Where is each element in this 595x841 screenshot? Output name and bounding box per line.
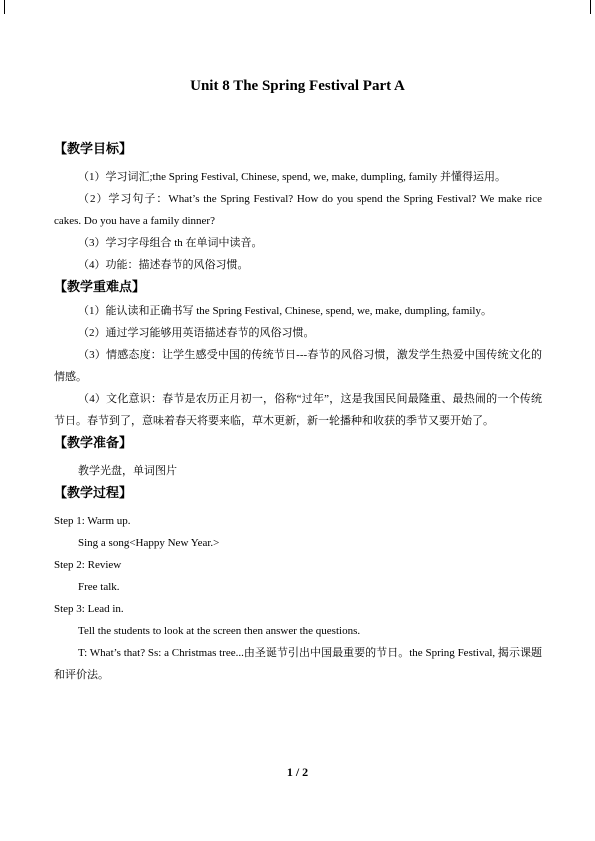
step-body: Tell the students to look at the screen then answer the questions.	[78, 625, 361, 637]
document-body	[54, 138, 542, 686]
section-heading-key-points: 【教学重难点】	[54, 280, 146, 295]
key-point-item: （2）通过学习能够用英语描述春节的风俗习惯。	[78, 327, 315, 339]
preparation-text: 教学光盘，单词图片	[78, 465, 177, 477]
step-title: Step 1: Warm up.	[54, 515, 131, 527]
section-heading-preparation: 【教学准备】	[54, 436, 133, 451]
page-number: 1 / 2	[286, 765, 309, 779]
section-heading-objectives: 【教学目标】	[54, 142, 133, 157]
dialogue-text: T: What’s that? Ss: a Christmas tree...由圣诞节引出中国最重要的节日。the Spring Festival, 揭示课题和评价法。	[54, 647, 542, 681]
objective-item: （4）功能：描述春节的风俗习惯。	[78, 259, 249, 271]
key-point-item: （4）文化意识：春节是农历正月初一，俗称“过年”，这是我国民间最隆重、最热闹的一个传统节日。春节到了，意味着春天将要来临，草木更新，新一轮播种和收获的季节又要开始了。	[54, 393, 542, 427]
page-corner-mark-left	[0, 0, 5, 14]
section-heading-process: 【教学过程】	[54, 486, 133, 501]
objective-item: （1）学习词汇;the Spring Festival, Chinese, spend, we, make, dumpling, family 并懂得运用。	[78, 171, 507, 183]
step-title: Step 2: Review	[54, 559, 122, 571]
key-point-item: （1）能认读和正确书写 the Spring Festival, Chinese, spend, we, make, dumpling, family。	[78, 305, 492, 317]
key-point-item: （3）情感态度：让学生感受中国的传统节日---春节的风俗习惯，激发学生热爱中国传统文化的情感。	[54, 349, 542, 383]
objective-item: （2）学习句子：What’s the Spring Festival? How do you spend the Spring Festival? We make rice cakes. Do you have a family dinner?	[54, 193, 542, 227]
step-title: Step 3: Lead in.	[54, 603, 124, 615]
document-title: Unit 8 The Spring Festival Part A	[190, 78, 405, 94]
step-body: Free talk.	[78, 581, 120, 593]
objective-item: （3）学习字母组合 th 在单词中读音。	[78, 237, 263, 249]
step-body: Sing a song<Happy New Year.>	[78, 537, 220, 549]
page-corner-mark-right	[590, 0, 595, 14]
